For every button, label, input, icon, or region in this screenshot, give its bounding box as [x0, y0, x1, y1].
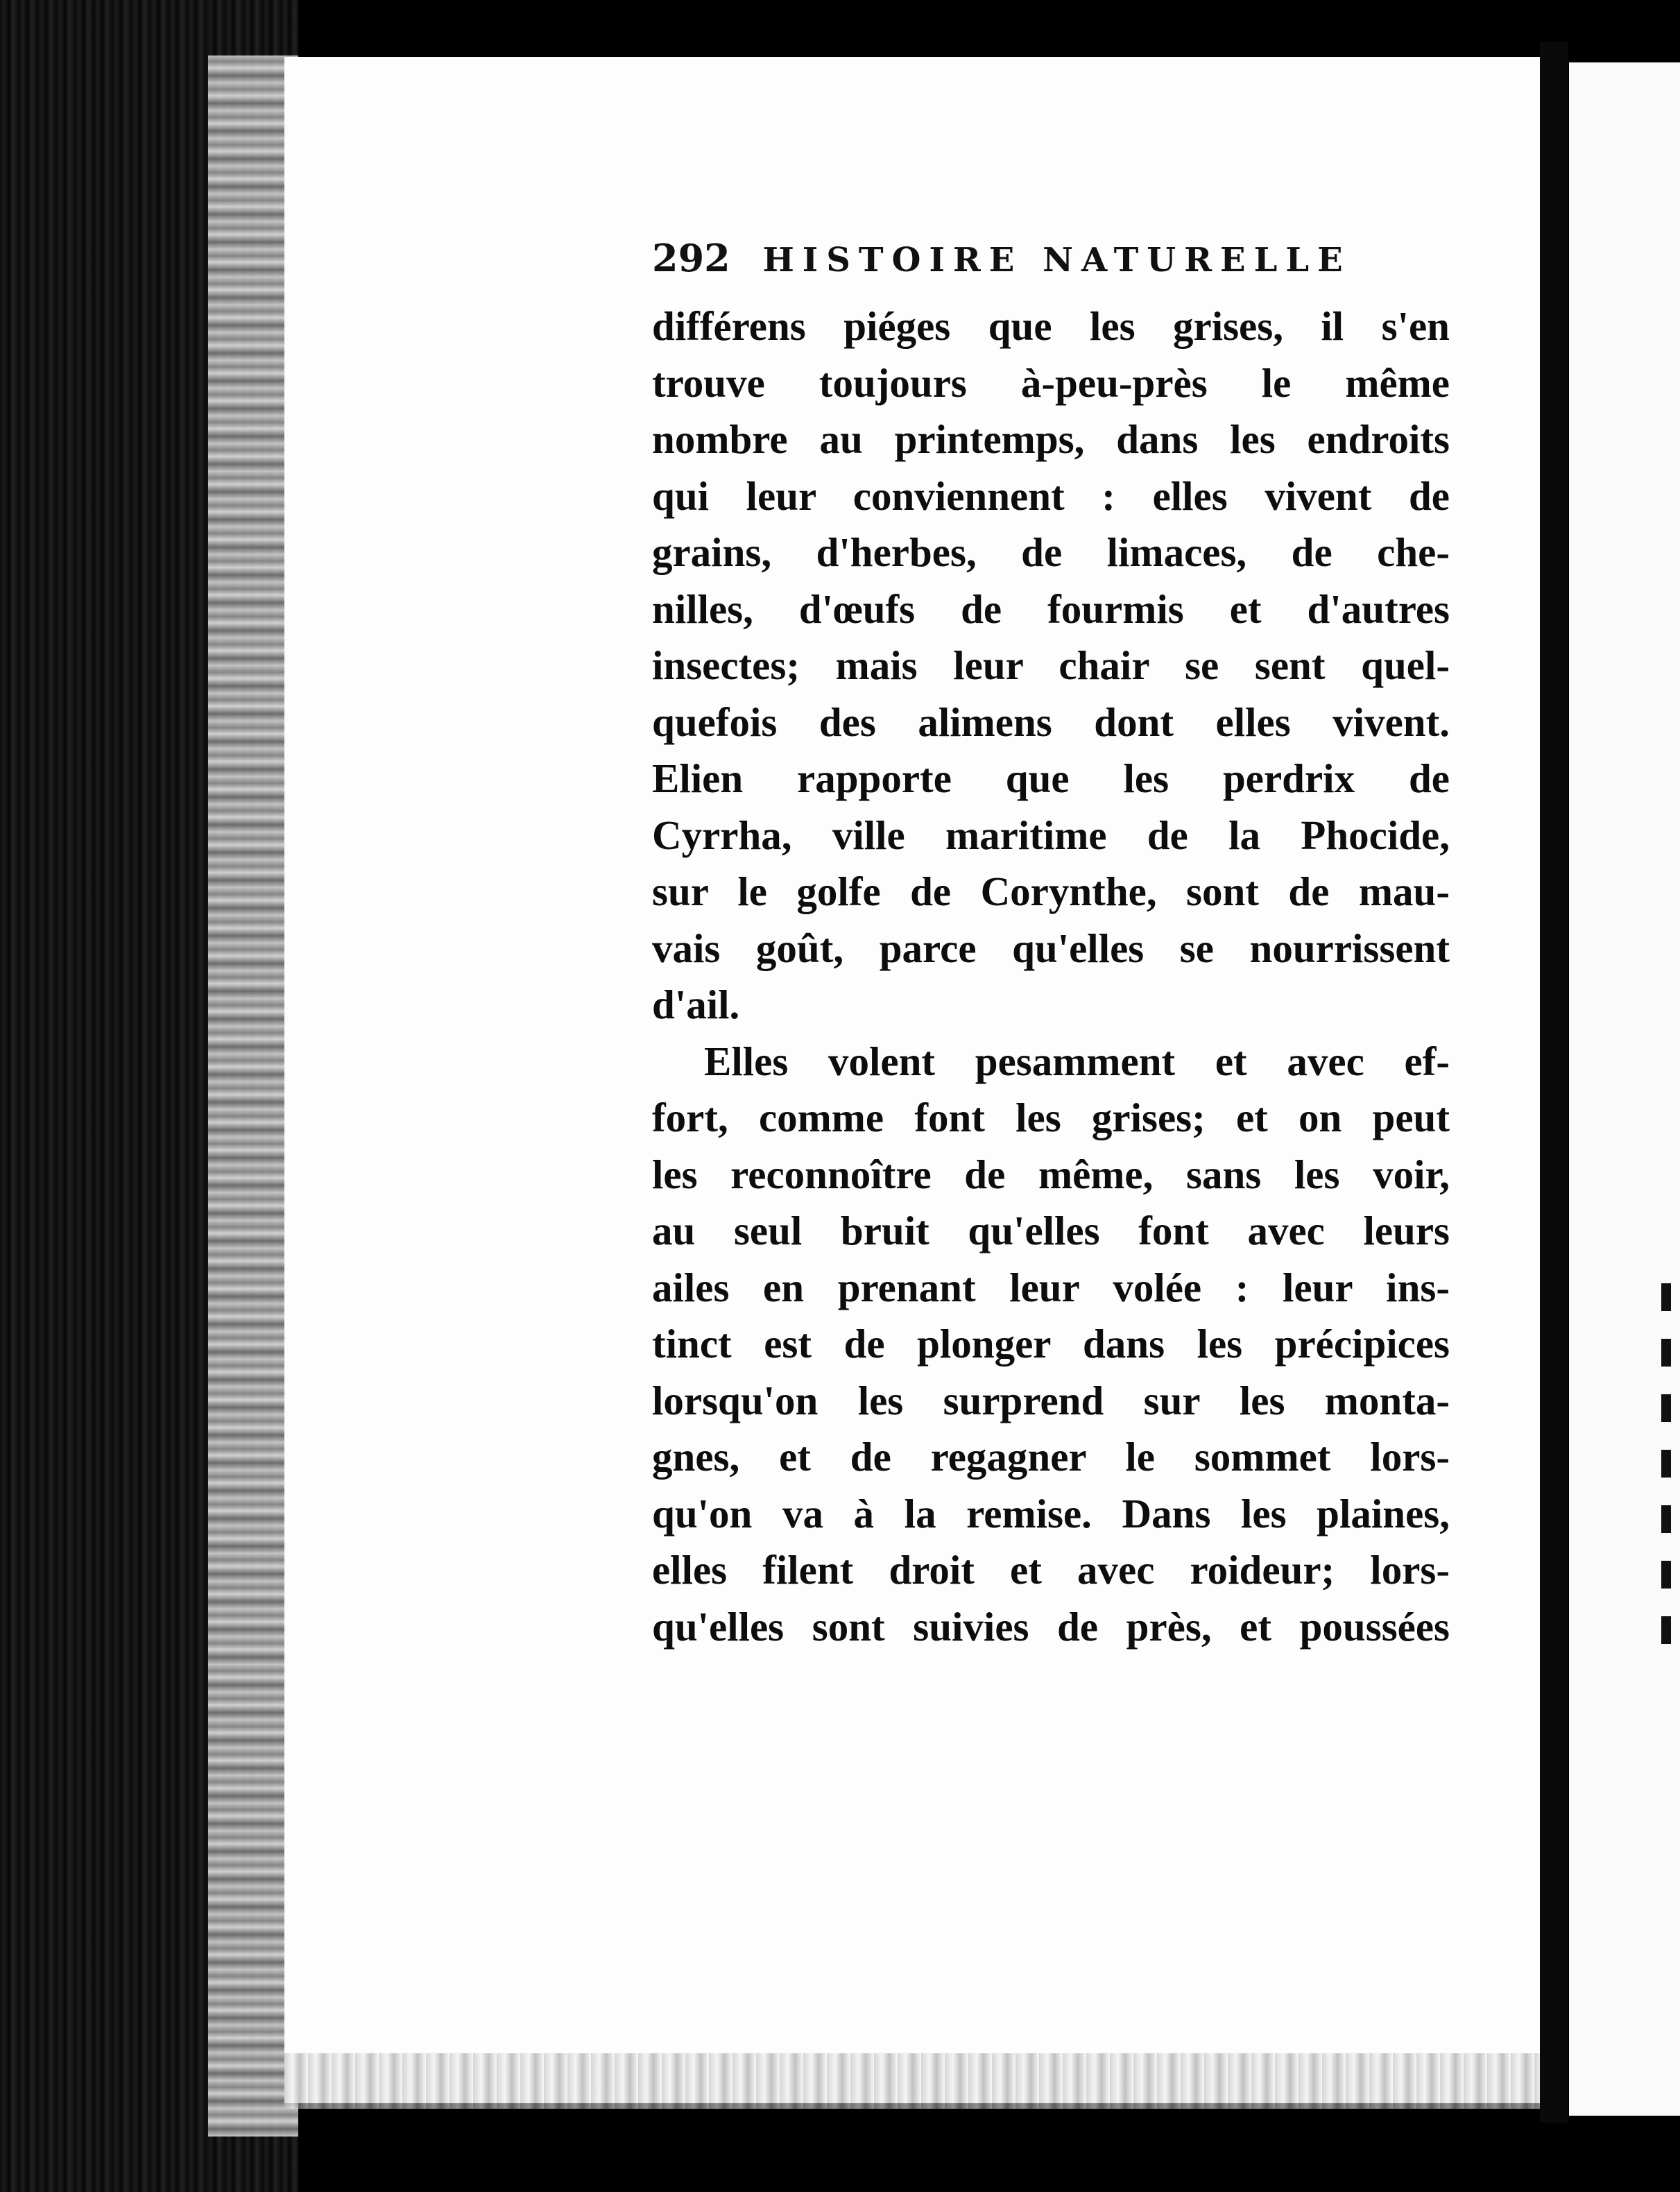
- gutter: [1540, 42, 1568, 2123]
- text-line: nombre au printemps, dans les endroits: [652, 416, 1450, 462]
- paragraph-1: [652, 298, 1450, 1034]
- text-line: gnes, et de regagner le sommet lors-: [652, 1434, 1450, 1480]
- text-line: d'ail.: [652, 982, 740, 1027]
- paragraph-2: [652, 1034, 1450, 1656]
- body-text: [652, 298, 1450, 1655]
- text-line: nilles, d'œufs de fourmis et d'autres: [652, 585, 1450, 632]
- running-title: HISTOIRE NATURELLE: [762, 241, 1351, 280]
- adjacent-page: [1569, 62, 1680, 2116]
- text-line: différens piéges que les grises, il s'en: [652, 303, 1450, 349]
- text-line: grains, d'herbes, de limaces, de che-: [652, 529, 1450, 575]
- running-header: [652, 236, 1457, 280]
- text-line: quefois des alimens dont elles vivent.: [652, 699, 1450, 745]
- text-line: Elles volent pesamment et avec ef-: [704, 1038, 1450, 1084]
- text-line: trouve toujours à-peu-près le même: [652, 359, 1450, 406]
- text-line: au seul bruit qu'elles font avec leurs: [652, 1208, 1450, 1253]
- text-line: insectes; mais leur chair se sent quel-: [652, 642, 1450, 688]
- text-line: sur le golfe de Corynthe, sont de mau-: [652, 868, 1450, 914]
- text-line: qui leur conviennent : elles vivent de: [652, 472, 1450, 519]
- adjacent-page-text-fragments: [1661, 1283, 1671, 1672]
- text-line: vais goût, parce qu'elles se nourrissent: [652, 925, 1450, 971]
- text-line: ailes en prenant leur volée : leur ins-: [652, 1264, 1450, 1310]
- text-line: elles filent droit et avec roideur; lors-: [652, 1547, 1450, 1593]
- text-line: lorsqu'on les surprend sur les monta-: [652, 1377, 1450, 1423]
- text-line: Cyrrha, ville maritime de la Phocide,: [652, 812, 1450, 858]
- text-line: Elien rapporte que les perdrix de: [652, 755, 1450, 801]
- text-line: tinct est de plonger dans les précipices: [652, 1321, 1450, 1367]
- text-line: qu'elles sont suivies de près, et poussées: [652, 1603, 1450, 1650]
- page-edges-bottom: [284, 2053, 1568, 2109]
- text-line: fort, comme font les grises; et on peut: [652, 1095, 1450, 1140]
- text-line: les reconnoître de même, sans les voir,: [652, 1151, 1450, 1197]
- text-line: qu'on va à la remise. Dans les plaines,: [652, 1490, 1450, 1536]
- page-number: 292: [652, 236, 730, 280]
